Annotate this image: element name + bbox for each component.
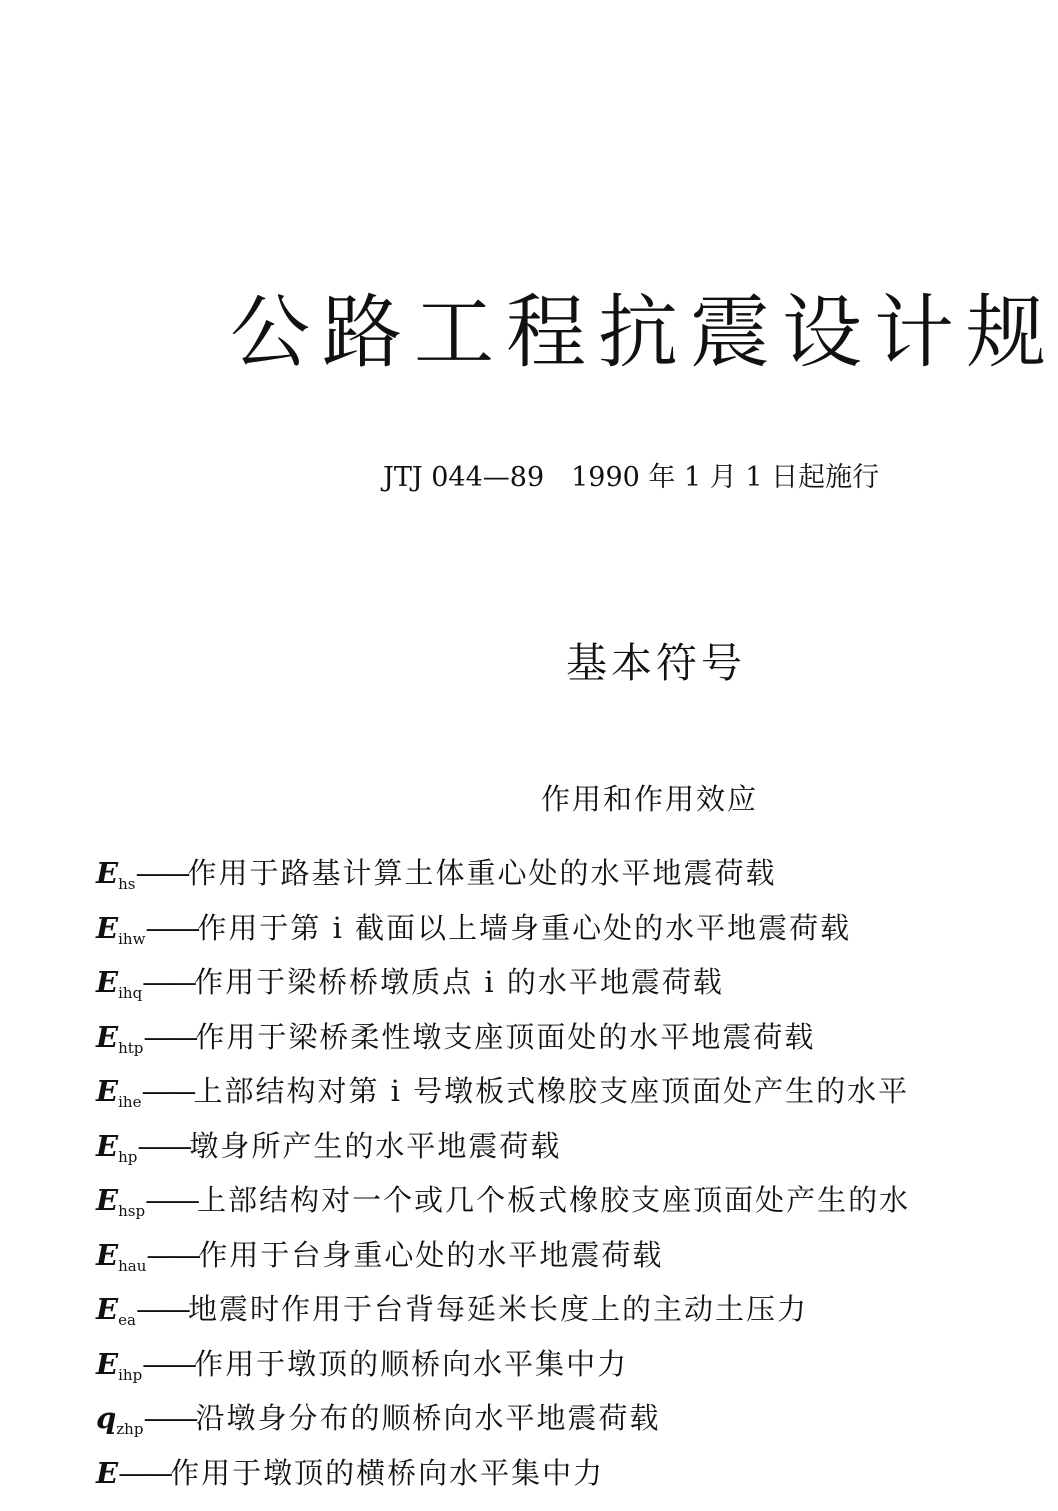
symbol: E xyxy=(96,856,119,890)
symbol-subscript: hau xyxy=(118,1256,147,1275)
symbol-row xyxy=(96,1010,950,1065)
symbol-description: 作用于第 i 截面以上墙身重心处的水平地震荷载 xyxy=(197,910,852,945)
symbol-subscript: ihq xyxy=(118,984,143,1002)
symbol-description: 作用于梁桥桥墩质点 i 的水平地震荷载 xyxy=(194,965,724,999)
dash: —— xyxy=(145,1183,198,1217)
document-title: 公路工程抗震设计规 xyxy=(230,286,1058,379)
dash: —— xyxy=(118,1455,171,1490)
symbol-description: 作用于墩顶的顺桥向水平集中力 xyxy=(194,1346,629,1381)
symbol-subscript: ea xyxy=(118,1311,136,1329)
subsection-heading: 作用和作用效应 xyxy=(541,782,759,816)
symbol-row xyxy=(96,1064,950,1119)
symbol-subscript: ihp xyxy=(118,1365,143,1384)
symbol-subscript: hs xyxy=(118,875,136,893)
symbol-subscript: hsp xyxy=(118,1202,146,1220)
symbol: E xyxy=(96,1183,119,1217)
symbol: E xyxy=(96,1346,119,1381)
symbol-subscript: zhp xyxy=(116,1420,144,1438)
symbol-row xyxy=(96,1446,950,1501)
dash: —— xyxy=(143,1401,196,1435)
symbol-list xyxy=(96,846,950,1500)
dash: —— xyxy=(141,1074,194,1108)
symbol-description: 墩身所产生的水平地震荷载 xyxy=(189,1128,562,1163)
symbol-description: 上部结构对一个或几个板式橡胶支座顶面处产生的水 xyxy=(197,1183,911,1217)
symbol-row xyxy=(96,1119,950,1174)
symbol: E xyxy=(96,910,119,945)
symbol-row xyxy=(96,1391,950,1446)
symbol: E xyxy=(96,965,119,999)
dash: —— xyxy=(142,1346,195,1381)
symbol-description: 作用于墩顶的横桥向水平集中力 xyxy=(170,1455,605,1490)
dash: —— xyxy=(145,910,198,945)
symbol-row xyxy=(96,846,950,901)
symbol: E xyxy=(96,1128,119,1163)
standard-number-and-effective-date: JTJ 044—89 1990 年 1 月 1 日起施行 xyxy=(383,462,880,493)
section-heading: 基本符号 xyxy=(566,639,746,687)
symbol-description: 作用于梁桥柔性墩支座顶面处的水平地震荷载 xyxy=(195,1019,816,1054)
symbol-subscript: ihe xyxy=(118,1093,142,1111)
symbol-row xyxy=(96,1282,950,1337)
symbol: E xyxy=(96,1074,119,1108)
dash: —— xyxy=(135,1292,188,1326)
symbol-row xyxy=(96,955,950,1010)
symbol: E xyxy=(96,1019,119,1054)
symbol: E xyxy=(96,1455,119,1490)
dash: —— xyxy=(135,856,188,890)
symbol: q xyxy=(96,1401,117,1435)
dash: —— xyxy=(137,1128,190,1163)
symbol-row xyxy=(96,901,950,956)
symbol-subscript: ihw xyxy=(118,929,146,948)
symbol-description: 作用于台身重心处的水平地震荷载 xyxy=(198,1237,664,1272)
symbol: E xyxy=(96,1292,119,1326)
dash: —— xyxy=(143,1019,196,1054)
symbol: E xyxy=(96,1237,119,1272)
symbol-description: 上部结构对第 i 号墩板式橡胶支座顶面处产生的水平 xyxy=(193,1074,910,1108)
symbol-row xyxy=(96,1228,950,1283)
dash: —— xyxy=(142,965,195,999)
symbol-description: 沿墩身分布的顺桥向水平地震荷载 xyxy=(195,1401,661,1435)
dash: —— xyxy=(146,1237,199,1272)
symbol-row xyxy=(96,1173,950,1228)
symbol-subscript: htp xyxy=(118,1038,144,1057)
symbol-description: 作用于路基计算土体重心处的水平地震荷载 xyxy=(187,856,777,890)
symbol-row xyxy=(96,1337,950,1392)
symbol-subscript: hp xyxy=(118,1147,138,1166)
symbol-description: 地震时作用于台背每延米长度上的主动土压力 xyxy=(187,1292,808,1326)
